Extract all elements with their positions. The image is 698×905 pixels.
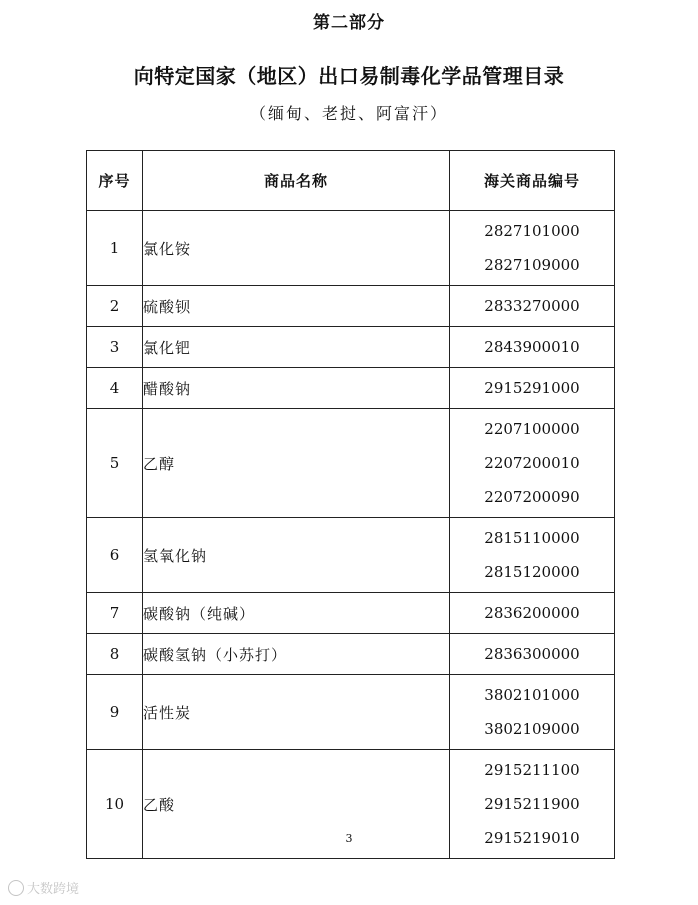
customs-code: 2843900010 bbox=[484, 338, 580, 356]
column-header-name: 商品名称 bbox=[143, 151, 450, 211]
product-name: 硫酸钡 bbox=[143, 286, 450, 327]
document-subtitle: （缅甸、老挝、阿富汗） bbox=[249, 104, 448, 123]
table-row bbox=[87, 327, 615, 368]
customs-code: 3802101000 bbox=[484, 686, 580, 704]
table-row bbox=[87, 518, 615, 593]
customs-codes-cell bbox=[450, 211, 615, 286]
table-row bbox=[87, 286, 615, 327]
customs-code: 2915211100 bbox=[484, 761, 580, 779]
table-row bbox=[87, 368, 615, 409]
table-header-row bbox=[87, 151, 615, 211]
customs-codes-cell bbox=[450, 368, 615, 409]
row-number: 7 bbox=[87, 593, 143, 634]
customs-code: 2207200090 bbox=[484, 488, 580, 506]
customs-codes-cell bbox=[450, 634, 615, 675]
customs-codes-cell bbox=[450, 286, 615, 327]
watermark-text: 大数跨境 bbox=[27, 882, 80, 897]
customs-code: 2815110000 bbox=[484, 529, 580, 547]
row-number: 3 bbox=[87, 327, 143, 368]
table-row bbox=[87, 593, 615, 634]
table-row bbox=[87, 634, 615, 675]
customs-code: 2836300000 bbox=[484, 645, 580, 663]
document-title: 向特定国家（地区）出口易制毒化学品管理目录 bbox=[133, 64, 565, 88]
product-name: 氢氧化钠 bbox=[143, 518, 450, 593]
customs-codes-cell bbox=[450, 409, 615, 518]
product-name: 醋酸钠 bbox=[143, 368, 450, 409]
customs-codes-cell bbox=[450, 675, 615, 750]
chemicals-table bbox=[86, 150, 615, 859]
row-number: 2 bbox=[87, 286, 143, 327]
watermark bbox=[8, 878, 79, 897]
customs-codes-cell bbox=[450, 593, 615, 634]
product-name: 碳酸钠（纯碱） bbox=[143, 593, 450, 634]
product-name: 碳酸氢钠（小苏打） bbox=[143, 634, 450, 675]
table-row bbox=[87, 211, 615, 286]
customs-code: 3802109000 bbox=[484, 720, 580, 738]
customs-codes-cell bbox=[450, 327, 615, 368]
customs-code: 2833270000 bbox=[484, 297, 580, 315]
watermark-logo-icon bbox=[8, 880, 24, 896]
customs-code: 2915291000 bbox=[484, 379, 580, 397]
row-number: 6 bbox=[87, 518, 143, 593]
row-number: 10 bbox=[87, 750, 143, 859]
page-number: 3 bbox=[345, 832, 353, 845]
row-number: 9 bbox=[87, 675, 143, 750]
customs-code: 2827109000 bbox=[484, 256, 580, 274]
row-number: 4 bbox=[87, 368, 143, 409]
table-row bbox=[87, 675, 615, 750]
customs-code: 2915211900 bbox=[484, 795, 580, 813]
customs-code: 2815120000 bbox=[484, 563, 580, 581]
product-name: 活性炭 bbox=[143, 675, 450, 750]
column-header-no: 序号 bbox=[87, 151, 143, 211]
customs-codes-cell bbox=[450, 518, 615, 593]
table-row bbox=[87, 409, 615, 518]
product-name: 氯化钯 bbox=[143, 327, 450, 368]
column-header-code: 海关商品编号 bbox=[450, 151, 615, 211]
row-number: 1 bbox=[87, 211, 143, 286]
row-number: 8 bbox=[87, 634, 143, 675]
product-name: 乙酸 bbox=[143, 750, 450, 859]
section-heading: 第二部分 bbox=[313, 13, 385, 33]
customs-code: 2836200000 bbox=[484, 604, 580, 622]
customs-code: 2827101000 bbox=[484, 222, 580, 240]
customs-code: 2915219010 bbox=[484, 829, 580, 847]
row-number: 5 bbox=[87, 409, 143, 518]
customs-code: 2207100000 bbox=[484, 420, 580, 438]
product-name: 氯化铵 bbox=[143, 211, 450, 286]
product-name: 乙醇 bbox=[143, 409, 450, 518]
customs-code: 2207200010 bbox=[484, 454, 580, 472]
